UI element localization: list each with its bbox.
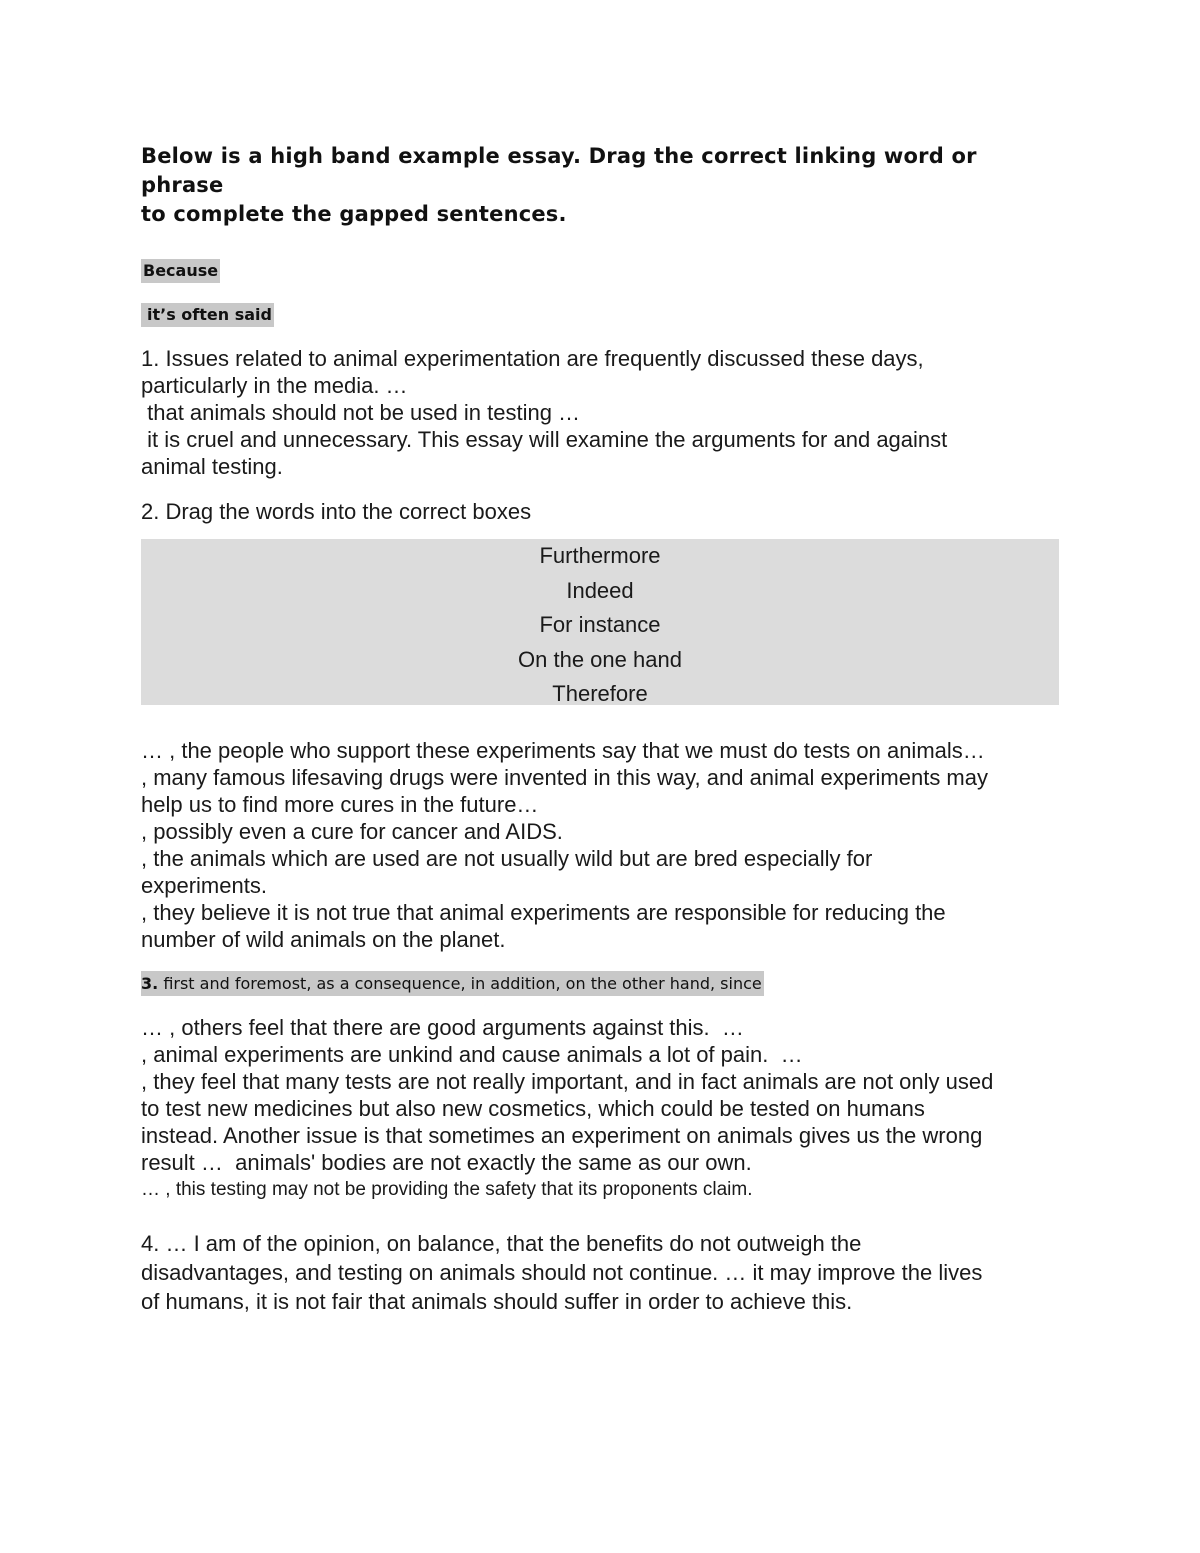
text-line: help us to find more cures in the future… [141, 792, 539, 817]
section-3-word-bank [141, 971, 764, 996]
word-bank-box [141, 539, 1059, 705]
section-2-paragraph [141, 737, 1061, 953]
text-line: … , the people who support these experiments say that we must do tests on animals… [141, 738, 985, 763]
text-line: , they believe it is not true that animal experiments are responsible for reducing the [141, 900, 946, 925]
instructions-line: Below is a high band example essay. Drag the correct linking word or phrase [141, 144, 977, 197]
text-line: … , others feel that there are good arguments against this. … [141, 1015, 744, 1040]
text-line: result … animals' bodies are not exactly the same as our own. [141, 1150, 752, 1175]
text-line: disadvantages, and testing on animals should not continue. … it may improve the lives [141, 1260, 983, 1285]
text-line: animal testing. [141, 454, 283, 479]
text-line: , they feel that many tests are not really important, and in fact animals are not only used [141, 1069, 994, 1094]
instructions-heading [141, 142, 1051, 229]
text-line: it is cruel and unnecessary. This essay will examine the arguments for and against [141, 427, 948, 452]
word-bank-item-for-instance[interactable]: For instance [539, 612, 661, 637]
text-line: 4. … I am of the opinion, on balance, that the benefits do not outweigh the [141, 1231, 862, 1256]
text-line: particularly in the media. … [141, 373, 408, 398]
word-bank-item-on-the-one-hand[interactable]: On the one hand [518, 646, 682, 672]
section-2-heading: 2. Drag the words into the correct boxes [141, 499, 532, 524]
text-line: , animal experiments are unkind and cause animals a lot of pain. … [141, 1042, 803, 1067]
text-line: that animals should not be used in testing … [141, 400, 581, 425]
instructions-line: to complete the gapped sentences. [141, 202, 567, 226]
drag-chip-its-often-said[interactable]: it’s often said [141, 303, 274, 327]
section-3-number: 3. [141, 974, 159, 993]
text-line: to test new medicines but also new cosmetics, which could be tested on humans [141, 1096, 925, 1121]
text-line: of humans, it is not fair that animals should suffer in order to achieve this. [141, 1289, 853, 1314]
word-bank-item-furthermore[interactable]: Furthermore [539, 543, 661, 568]
text-line: 1. Issues related to animal experimentation are frequently discussed these days, [141, 346, 924, 371]
text-line: , many famous lifesaving drugs were invented in this way, and animal experiments may [141, 765, 988, 790]
text-line: instead. Another issue is that sometimes an experiment on animals gives us the wrong [141, 1123, 983, 1148]
section-3-paragraph [141, 1014, 1061, 1203]
word-bank-item-indeed[interactable]: Indeed [566, 577, 634, 603]
drag-chip-because[interactable]: Because [141, 259, 220, 283]
text-line: number of wild animals on the planet. [141, 927, 506, 952]
section-3-word-bank-text[interactable]: first and foremost, as a consequence, in addition, on the other hand, since [163, 974, 762, 993]
text-line: … , this testing may not be providing the safety that its proponents claim. [141, 1179, 753, 1200]
word-bank-item-therefore[interactable]: Therefore [552, 681, 648, 706]
section-4-paragraph [141, 1229, 1061, 1316]
text-line: , possibly even a cure for cancer and AIDS. [141, 819, 563, 844]
text-line: experiments. [141, 873, 267, 898]
text-line: , the animals which are used are not usually wild but are bred especially for [141, 846, 873, 871]
section-1-paragraph [141, 345, 1061, 480]
